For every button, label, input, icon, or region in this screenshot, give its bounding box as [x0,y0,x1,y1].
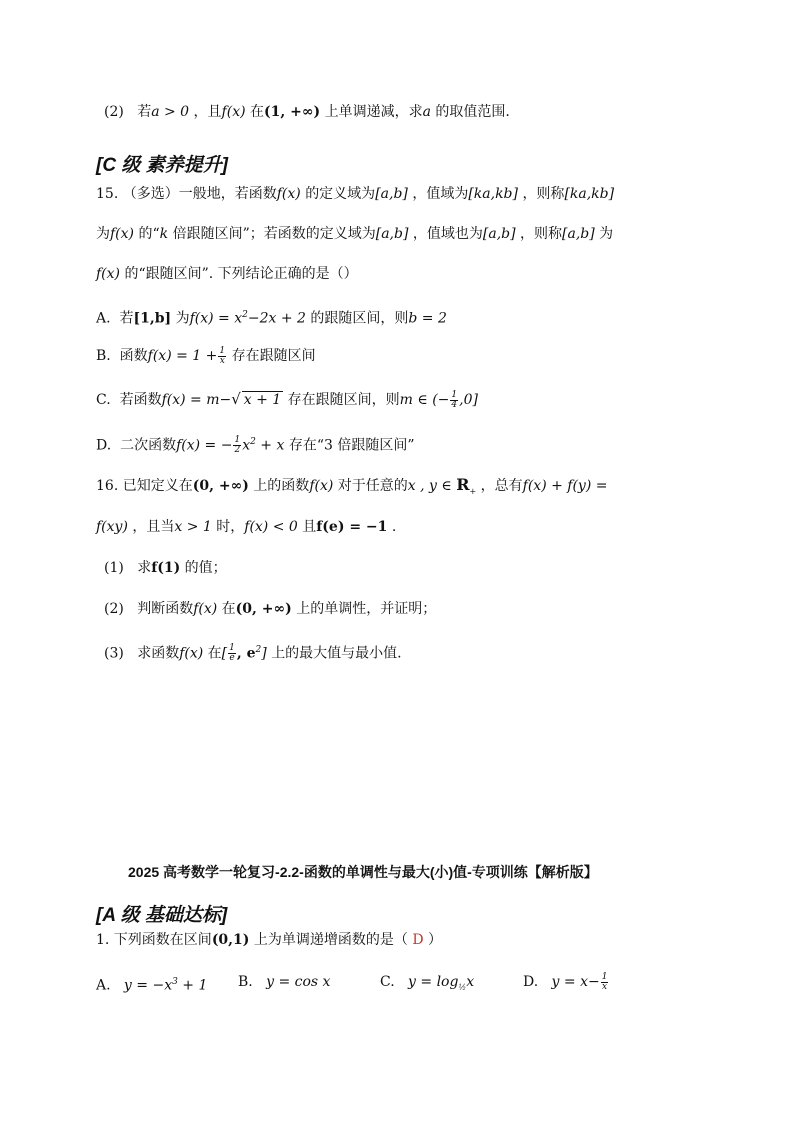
math: y = x− [551,974,600,990]
section-a-title: [A 级 基础达标] [96,905,228,926]
math: f(x) [309,478,334,494]
text: 若函数 [119,392,162,408]
math: + 1 [182,977,208,994]
text: 的“ [138,226,160,242]
part-number: (3) [104,645,124,662]
fraction: $\frac{1}{x}$ [601,971,608,992]
q1-option-c: C. $y = \log_{\frac{1}{2}}x$ [380,974,475,992]
math: b = 2 [408,310,447,327]
text: 对于任意的 [337,478,408,494]
option-label: A. [96,977,111,994]
q15-line1 [96,184,614,204]
math: f(x) = − [176,437,233,454]
text: 为 [175,310,190,327]
math: y = cos x [266,974,331,990]
text: 上的单调性，并证明； [296,601,437,617]
math: f(x) [276,186,301,202]
text: 为 [599,226,614,242]
math: , e [236,645,256,662]
math: ,0] [459,392,478,408]
math: f(e) = −1 [316,519,388,535]
document-title: 2025 高考数学一轮复习-2.2-函数的单调性与最大(小)值-专项训练【解析版】 [128,864,598,880]
math: f(x) < 0 [244,519,298,535]
text: 求函数 [137,645,180,662]
part-number: (2) [104,104,124,120]
text: 存在跟随区间 [231,348,316,364]
q1-option-a: A. $y = -x^3 + 1$ [96,977,208,994]
q15-option-d: D. 二次函数f(x) = − $\frac{1}{2}$ $x^2 + x$ 存在“3 倍跟随区间” [96,435,415,456]
text: ，值域为 [412,186,469,202]
math: f(x) [179,645,204,662]
text: 且 [302,519,317,535]
fraction: $\frac{1}{e}$ [229,643,235,664]
math: ] [261,645,267,662]
math: x , y ∈ [407,478,457,494]
math: y = log [408,974,459,990]
math: [a,b] [375,226,409,242]
q1-stem [96,930,442,950]
math: x [242,437,251,454]
text: ，且 [193,104,222,120]
math: f(x) = 1 + [147,348,218,364]
text: 为 [96,226,110,242]
text: 的取值范围. [435,104,510,120]
q16-line1: 16. 已知定义在(0, +∞) 上的函数f(x) 对于任意的x , y ∈ $R_+$ ，总有f(x) + f(y) = [96,475,608,496]
text: 上为单调递增函数的是（ [253,932,408,948]
text: 的值； [184,560,227,576]
option-label: D. [96,437,112,454]
math: [ka,kb] [468,186,518,202]
math: [1,b] [133,310,172,327]
part-number: (2) [104,601,124,617]
math: m ∈ (− [399,392,450,408]
math: (1, +∞) [264,104,321,120]
math: [ [221,645,228,662]
math: −2x + 2 [247,310,306,327]
math: f(1) [151,560,181,576]
text: 15. （多选）一般地，若函数 [96,186,277,202]
text: 时， [216,519,245,535]
math: y = −x [123,977,173,994]
answer: D [412,932,424,948]
text: 存在“3 倍跟随区间” [288,437,415,454]
text: 函数 [119,348,148,364]
math: k [159,226,169,242]
text: 在 [207,645,222,662]
q16-part2 [104,599,436,619]
text: 的“跟随区间”. 下列结论正确的是（） [124,266,358,282]
option-label: B. [96,348,111,364]
q16-part3: (3) 求函数f(x) 在[ $\frac{1}{e}$ , $e^2$] 上的最大值与最小值. [104,643,402,664]
text: 上单调递减，求 [324,104,423,120]
text: 在 [221,601,236,617]
text: 判断函数 [137,601,194,617]
math: f(xy) [96,519,128,535]
fraction: $\frac{1}{2}$ [234,435,241,456]
math: f(x) [193,601,218,617]
text: 16. 已知定义在 [96,478,193,494]
q1-option-d [523,972,609,992]
q16-part1 [104,558,227,578]
text: ，且当 [132,519,175,535]
q15-option-a: A. 若[1,b] 为$f(x) = x^2-2x + 2$ 的跟随区间，则b = 2 [96,310,447,327]
q15-option-c: C. 若函数f(x) = m−√ x + 1 存在跟随区间，则m ∈ (− $\frac{1}{4}$ ,0] [96,389,478,410]
section-c-title: [C 级 素养提升] [96,155,228,176]
math: [a,b] [482,226,516,242]
text: 存在跟随区间，则 [287,392,400,408]
option-label: C. [96,392,111,408]
math: f(x) + f(y) = [522,478,608,494]
option-label: C. [380,974,395,990]
math: f(x) [110,226,135,242]
option-label: A. [96,310,111,327]
text: 上的函数 [253,478,310,494]
math: (0, +∞) [192,478,249,494]
text: ，总有 [480,478,523,494]
text: 的定义域为 [305,186,376,202]
math: R [456,475,470,494]
text: ，值域也为 [412,226,483,242]
text: 倍跟随区间”；若函数的定义域为 [172,226,376,242]
math: x [466,974,475,990]
text: 1. 下列函数在区间 [96,932,212,948]
text: 的跟随区间，则 [310,310,409,327]
math: x + 1 [243,392,282,408]
math: x > 1 [174,519,212,535]
text: ，则称 [522,186,565,202]
math: f(x) [96,266,121,282]
math: f(x) = m− [161,392,232,408]
text: ） [428,932,443,948]
q15-line2 [96,224,613,244]
text: . [391,519,397,535]
text: ，则称 [520,226,563,242]
q1-option-b [238,972,330,992]
math: f(x) [221,104,246,120]
math: [ka,kb] [564,186,615,202]
text: 求 [137,560,152,576]
math: [a,b] [562,226,595,242]
q16-line2 [96,517,396,537]
q15-option-b [96,346,316,366]
math: + x [260,437,285,454]
math: a > 0 [151,104,190,120]
q14-part2 [104,102,510,122]
text: 二次函数 [120,437,177,454]
math: (0,1) [211,932,250,948]
option-label: B. [238,974,253,990]
text: 若 [137,104,152,120]
text: 在 [250,104,265,120]
math: (0, +∞) [235,601,292,617]
part-number: (1) [104,560,124,576]
text: 上的最大值与最小值. [271,645,402,662]
fraction: $\frac{1}{4}$ [451,389,458,410]
math: [a,b] [375,186,408,202]
text: 若 [119,310,134,327]
math: f(x) = x [189,310,243,327]
q15-line3 [96,264,358,284]
option-label: D. [523,974,539,990]
math: a [422,104,431,120]
fraction: $\frac{1}{x}$ [219,345,226,366]
